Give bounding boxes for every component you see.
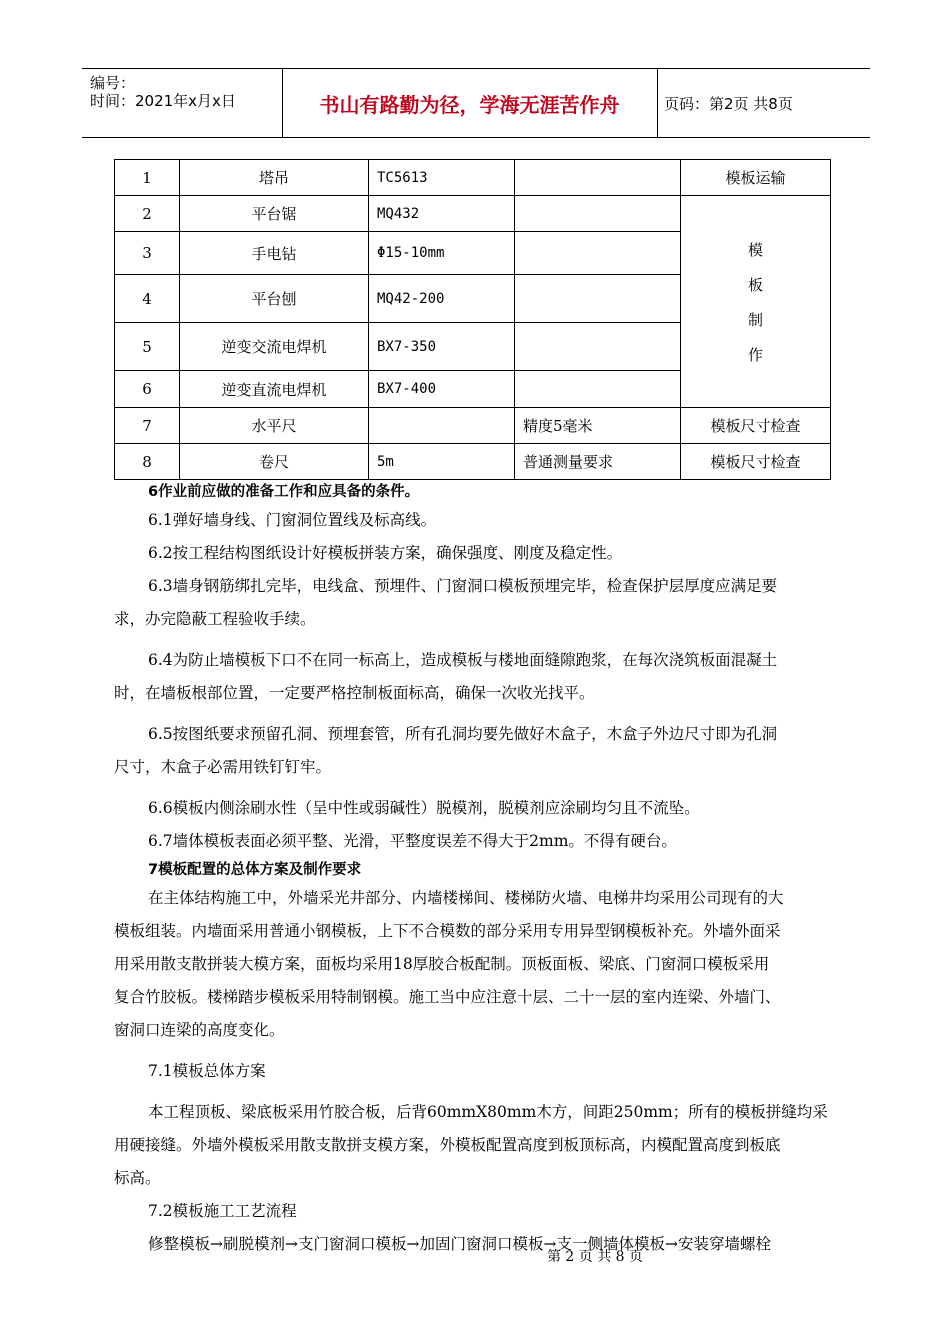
paragraph-6-3-line2: 求，办完隐蔽工程验收手续。: [114, 610, 316, 628]
paragraph-6-7: 6.7墙体模板表面必须平整、光滑，平整度误差不得大于2mm。不得有硬台。: [148, 832, 677, 850]
cell-note: 普通测量要求: [515, 444, 681, 480]
cell-note: [515, 196, 681, 232]
merged-use-vertical-text: [681, 239, 830, 365]
cell-note: [515, 371, 681, 408]
cell-model: MQ432: [369, 196, 515, 232]
cell-no: 4: [115, 275, 180, 323]
table-row: [115, 408, 831, 444]
cell-model: BX7-400: [369, 371, 515, 408]
cell-name: 逆变交流电焊机: [180, 323, 369, 371]
paragraph-7-line3: 用采用散支散拼装大模方案，面板均采用18厚胶合板配制。顶板面板、梁底、门窗洞口模板采用: [114, 955, 770, 973]
footer-page-number: 第 2 页 共 8 页: [546, 1249, 644, 1265]
cell-name: 水平尺: [180, 408, 369, 444]
cell-note: [515, 275, 681, 323]
cell-no: 5: [115, 323, 180, 371]
table-row: [115, 196, 831, 232]
page-header: [82, 68, 870, 138]
subheading-7-2: 7.2模板施工工艺流程: [148, 1202, 297, 1220]
header-left-cell: [82, 69, 283, 137]
serial-label: 编号：: [90, 74, 136, 92]
cell-note: [515, 232, 681, 275]
cell-use: 模板尺寸检查: [681, 408, 831, 444]
paragraph-6-5-line1: 6.5按图纸要求预留孔洞、预埋套管，所有孔洞均要先做好木盒子，木盒子外边尺寸即为孔洞: [148, 725, 778, 743]
paragraph-6-2: 6.2按工程结构图纸设计好模板拼装方案，确保强度、刚度及稳定性。: [148, 544, 623, 562]
subheading-7-1: 7.1模板总体方案: [148, 1062, 266, 1080]
cell-use-merged: [681, 196, 831, 408]
paragraph-7-1-line3: 标高。: [114, 1169, 161, 1187]
cell-model: [369, 408, 515, 444]
paragraph-6-1: 6.1弹好墙身线、门窗洞位置线及标高线。: [148, 511, 437, 529]
paragraph-6-6: 6.6模板内侧涂刷水性（呈中性或弱碱性）脱模剂，脱模剂应涂刷均匀且不流坠。: [148, 799, 700, 817]
cell-model: Φ15-10mm: [369, 232, 515, 275]
paragraph-7-1-line2: 用硬接缝。外墙外模板采用散支散拼支模方案，外模板配置高度到板顶标高，内模配置高度到板底: [114, 1136, 781, 1154]
merged-use-char: 模: [747, 240, 763, 259]
cell-note: [515, 323, 681, 371]
cell-no: 2: [115, 196, 180, 232]
cell-name: 塔吊: [180, 160, 369, 196]
merged-use-char: 作: [747, 345, 763, 364]
paragraph-7-line5: 窗洞口连梁的高度变化。: [114, 1021, 285, 1039]
header-page-label: 页码：第2页 共8页: [664, 94, 793, 113]
document-body: [114, 480, 838, 1261]
paragraph-6-3-line1: 6.3墙身钢筋绑扎完毕，电线盒、预埋件、门窗洞口模板预埋完毕，检查保护层厚度应满足要: [148, 577, 778, 595]
equipment-table: [114, 159, 831, 480]
merged-use-char: 板: [747, 275, 763, 294]
cell-model: 5m: [369, 444, 515, 480]
paragraph-7-line4: 复合竹胶板。楼梯踏步模板采用特制钢模。施工当中应注意十层、二十一层的室内连梁、外墙门、: [114, 988, 781, 1006]
cell-name: 平台刨: [180, 275, 369, 323]
merged-use-char: 制: [747, 310, 763, 329]
paragraph-7-2-line1: 修整模板→刷脱模剂→支门窗洞口模板→加固门窗洞口模板→支一侧墙体模板→安装穿墙螺栓: [148, 1235, 771, 1253]
date-label: 时间：2021年x月x日: [90, 92, 236, 110]
cell-note: 精度5毫米: [515, 408, 681, 444]
cell-name: 卷尺: [180, 444, 369, 480]
cell-no: 6: [115, 371, 180, 408]
cell-use: 模板尺寸检查: [681, 444, 831, 480]
paragraph-6-4-line2: 时，在墙板根部位置，一定要严格控制板面标高，确保一次收光找平。: [114, 684, 595, 702]
paragraph-6-4-line1: 6.4为防止墙模板下口不在同一标高上，造成模板与楼地面缝隙跑浆，在每次浇筑板面混凝土: [148, 651, 778, 669]
cell-model: BX7-350: [369, 323, 515, 371]
table-row: [115, 160, 831, 196]
paragraph-6-5-line2: 尺寸，木盒子必需用铁钉钉牢。: [114, 758, 332, 776]
cell-name: 平台锯: [180, 196, 369, 232]
paragraph-7-1-line1: 本工程顶板、梁底板采用竹胶合板，后背60mmX80mm木方，间距250mm；所有的模板拼缝均采: [148, 1103, 828, 1121]
cell-use: 模板运输: [681, 160, 831, 196]
cell-no: 8: [115, 444, 180, 480]
header-motto: 书山有路勤为径，学海无涯苦作舟: [282, 69, 658, 137]
paragraph-7-line1: 在主体结构施工中，外墙采光井部分、内墙楼梯间、楼梯防火墙、电梯井均采用公司现有的大: [148, 889, 784, 907]
cell-model: MQ42-200: [369, 275, 515, 323]
cell-no: 3: [115, 232, 180, 275]
cell-no: 1: [115, 160, 180, 196]
page-footer: [0, 1246, 950, 1266]
section-heading-7: 7模板配置的总体方案及制作要求: [148, 862, 362, 878]
cell-no: 7: [115, 408, 180, 444]
section-heading-6: 6作业前应做的准备工作和应具备的条件。: [148, 484, 420, 500]
cell-name: 手电钻: [180, 232, 369, 275]
paragraph-7-line2: 模板组装。内墙面采用普通小钢模板，上下不合模数的部分采用专用异型钢模板补充。外墙外面采: [114, 922, 781, 940]
table-row: [115, 444, 831, 480]
cell-model: TC5613: [369, 160, 515, 196]
cell-name: 逆变直流电焊机: [180, 371, 369, 408]
cell-note: [515, 160, 681, 196]
